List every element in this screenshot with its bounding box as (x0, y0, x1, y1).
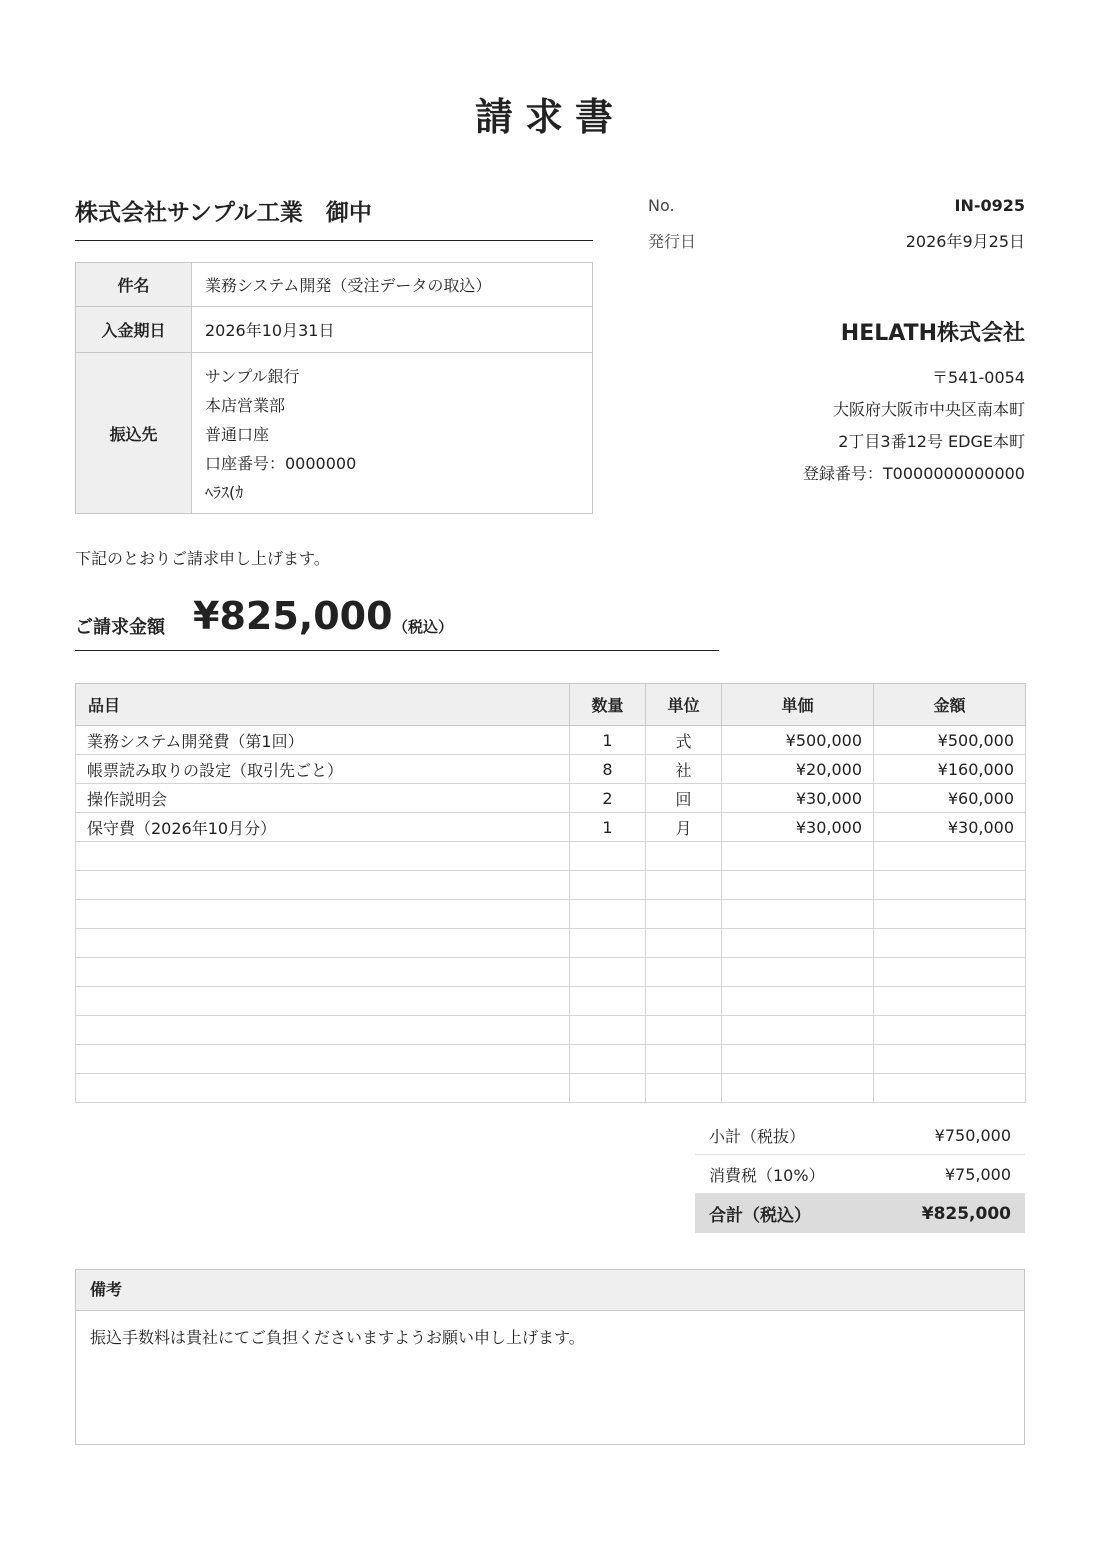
subject-value: 業務システム開発（受注データの取込） (192, 263, 593, 307)
item-name-cell (76, 900, 570, 929)
quantity-cell (570, 1074, 646, 1103)
bank-name: サンプル銀行 (205, 366, 300, 386)
item-name-cell (76, 871, 570, 900)
quantity-cell (570, 929, 646, 958)
table-row (76, 813, 1026, 842)
issuer-address-line2: 2丁目3番12号 EDGE本町 (838, 432, 1025, 451)
table-row (76, 1016, 1026, 1045)
unit-price-cell: ¥500,000 (722, 726, 874, 755)
quantity-cell (570, 1016, 646, 1045)
item-name-cell (76, 842, 570, 871)
amount-cell: ¥500,000 (874, 726, 1026, 755)
tax-label: 消費税（10%） (709, 1165, 825, 1185)
table-header-row (76, 684, 1026, 726)
quantity-cell (570, 987, 646, 1016)
column-header-amount: 金額 (874, 684, 1026, 726)
totals-block (695, 1116, 1025, 1233)
unit-price-cell (722, 1045, 874, 1074)
due-date-value: 2026年10月31日 (192, 307, 593, 353)
unit-price-cell (722, 842, 874, 871)
table-row (76, 842, 1026, 871)
amount-cell (874, 1016, 1026, 1045)
item-name-cell (76, 958, 570, 987)
quantity-cell: 1 (570, 726, 646, 755)
column-header-quantity: 数量 (570, 684, 646, 726)
unit-cell (646, 958, 722, 987)
billing-amount (75, 594, 719, 651)
unit-cell: 式 (646, 726, 722, 755)
unit-price-cell (722, 929, 874, 958)
table-row (76, 1045, 1026, 1074)
line-items-table (75, 683, 1026, 1103)
amount-cell (874, 1074, 1026, 1103)
unit-price-cell (722, 987, 874, 1016)
bank-details (192, 353, 593, 514)
unit-price-cell (722, 958, 874, 987)
item-name-cell: 帳票読み取りの設定（取引先ごと） (76, 755, 570, 784)
bank-label: 振込先 (76, 353, 192, 514)
table-row (76, 1074, 1026, 1103)
quantity-cell (570, 900, 646, 929)
account-type: 普通口座 (205, 424, 270, 444)
billing-amount-tax-note: （税込） (393, 618, 454, 636)
item-name-cell: 保守費（2026年10月分） (76, 813, 570, 842)
amount-cell (874, 1045, 1026, 1074)
quantity-cell (570, 871, 646, 900)
account-number: 口座番号：0000000 (205, 453, 357, 473)
unit-cell (646, 987, 722, 1016)
issuer-registration: 登録番号：T0000000000000 (802, 464, 1025, 483)
item-name-cell (76, 987, 570, 1016)
quantity-cell (570, 842, 646, 871)
column-header-unit-price: 単価 (722, 684, 874, 726)
recipient-name: 株式会社サンプル工業 御中 (75, 194, 593, 241)
subtotal-value: ¥750,000 (934, 1125, 1011, 1145)
quantity-cell (570, 958, 646, 987)
unit-cell (646, 1074, 722, 1103)
unit-price-cell (722, 1016, 874, 1045)
unit-cell (646, 929, 722, 958)
item-name-cell: 操作説明会 (76, 784, 570, 813)
grand-total-label: 合計（税込） (709, 1206, 811, 1226)
unit-cell (646, 871, 722, 900)
item-name-cell (76, 929, 570, 958)
amount-cell (874, 929, 1026, 958)
unit-price-cell: ¥30,000 (722, 784, 874, 813)
amount-cell (874, 842, 1026, 871)
unit-cell: 月 (646, 813, 722, 842)
grand-total-value: ¥825,000 (921, 1203, 1011, 1224)
issuer-postal: 〒541-0054 (931, 368, 1025, 387)
amount-cell (874, 987, 1026, 1016)
unit-cell (646, 1016, 722, 1045)
quantity-cell: 1 (570, 813, 646, 842)
item-name-cell (76, 1074, 570, 1103)
due-date-label: 入金期日 (76, 307, 192, 353)
quantity-cell: 2 (570, 784, 646, 813)
item-name-cell: 業務システム開発費（第1回） (76, 726, 570, 755)
column-header-unit: 単位 (646, 684, 722, 726)
quantity-cell (570, 1045, 646, 1074)
column-header-item: 品目 (76, 684, 570, 726)
intro-text: 下記のとおりご請求申し上げます。 (75, 549, 330, 568)
subtotal-label: 小計（税抜） (709, 1126, 806, 1146)
unit-price-cell (722, 900, 874, 929)
table-row (76, 726, 1026, 755)
unit-cell (646, 900, 722, 929)
issuer-address (803, 362, 1025, 490)
tax-value: ¥75,000 (944, 1164, 1011, 1184)
amount-cell: ¥60,000 (874, 784, 1026, 813)
unit-price-cell: ¥20,000 (722, 755, 874, 784)
table-row (76, 755, 1026, 784)
unit-cell: 回 (646, 784, 722, 813)
table-row (76, 900, 1026, 929)
table-row (76, 784, 1026, 813)
issue-date-label: 発行日 (648, 232, 697, 251)
notes-box (75, 1269, 1025, 1445)
amount-cell (874, 958, 1026, 987)
unit-price-cell (722, 871, 874, 900)
document-title: 請求書 (474, 95, 625, 139)
unit-cell: 社 (646, 755, 722, 784)
item-name-cell (76, 1045, 570, 1074)
table-row (76, 987, 1026, 1016)
amount-cell (874, 900, 1026, 929)
tax-row (695, 1155, 1025, 1194)
billing-amount-label: ご請求金額 (75, 617, 165, 638)
unit-price-cell: ¥30,000 (722, 813, 874, 842)
notes-label: 備考 (76, 1270, 1024, 1311)
grand-total-row (695, 1194, 1025, 1233)
amount-cell: ¥160,000 (874, 755, 1026, 784)
item-name-cell (76, 1016, 570, 1045)
invoice-number-value: IN-0925 (954, 196, 1025, 215)
quantity-cell: 8 (570, 755, 646, 784)
issuer-address-line1: 大阪府大阪市中央区南本町 (832, 400, 1025, 419)
subtotal-row (695, 1116, 1025, 1155)
table-row (76, 871, 1026, 900)
issue-date-value: 2026年9月25日 (905, 232, 1025, 251)
issuer-name: HELATH株式会社 (840, 321, 1025, 346)
subject-label: 件名 (76, 263, 192, 307)
notes-body: 振込手数料は貴社にてご負担くださいますようお願い申し上げます。 (90, 1328, 585, 1347)
amount-cell (874, 871, 1026, 900)
invoice-number-label: No. (648, 196, 675, 215)
unit-cell (646, 1045, 722, 1074)
invoice-info-table (75, 262, 593, 514)
billing-amount-value: ¥825,000 (193, 594, 393, 638)
table-row (76, 958, 1026, 987)
account-holder: ﾍﾗｽ(ｶ (205, 482, 244, 502)
bank-branch: 本店営業部 (205, 395, 286, 415)
unit-cell (646, 842, 722, 871)
unit-price-cell (722, 1074, 874, 1103)
table-row (76, 929, 1026, 958)
amount-cell: ¥30,000 (874, 813, 1026, 842)
